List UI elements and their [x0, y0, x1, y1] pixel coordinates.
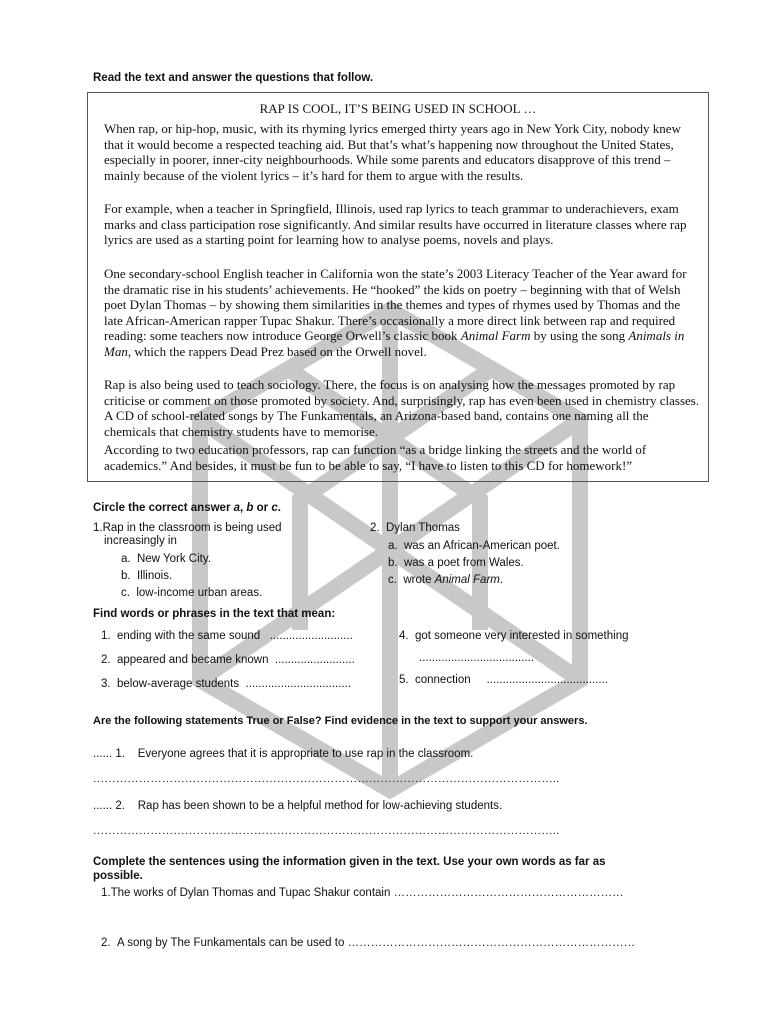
mc-q1-option-a[interactable]: a. New York City. — [121, 553, 211, 565]
book-title: Animal Farm — [460, 328, 531, 344]
mc-q2-option-c[interactable]: c. wrote Animal Farm. — [388, 574, 504, 586]
passage-paragraph-1: When rap, or hip-hop, music, with its rhyming lyrics emerged thirty years ago in New York City, nobody knew that it would become a respected teaching aid. But that’s what’s happening now throughout the United States, especially in poorer, inner-city neighbourhoods. While some parents and educators disapprove of this trend – mainly because of the violent lyrics – it’s hard for them to argue with the results. — [104, 121, 681, 183]
mc-question-1: 1.Rap in the classroom is being used — [93, 522, 282, 534]
answer-blank[interactable]: ………………………………………………………………… — [347, 937, 636, 949]
true-false-instruction: Are the following statements True or False? Find evidence in the text to support your answers. — [93, 715, 588, 727]
mc-q1-option-b[interactable]: b. Illinois. — [121, 570, 173, 582]
answer-blank[interactable]: …………………………………………………… — [393, 887, 624, 899]
find-words-instruction: Find words or phrases in the text that mean: — [93, 608, 336, 620]
find-item-1: 1. ending with the same sound .......................... — [101, 630, 353, 642]
complete-sentence-2: 2. A song by The Funkamentals can be used to ………………………………………………………………… — [101, 937, 636, 949]
tf-answer-blank-2[interactable]: ...... — [93, 800, 113, 812]
mc-question-1-line2: increasingly in — [104, 535, 177, 547]
answer-blank[interactable]: ...................................... — [486, 674, 609, 686]
complete-instruction-line1: Complete the sentences using the information given in the text. Use your own words as far as — [93, 856, 606, 868]
mc-q2-option-a[interactable]: a. was an African-American poet. — [388, 540, 560, 552]
answer-blank[interactable]: ................................. — [245, 678, 351, 690]
find-item-4: 4. got someone very interested in something — [399, 630, 629, 642]
paragraph-3-text-c: , which the rappers Dead Prez based on the Orwell novel. — [127, 343, 427, 359]
tf-statement-2: ...... 2. Rap has been shown to be a helpful method for low-achieving students. — [93, 800, 503, 812]
mc-q1-option-c[interactable]: c. low-income urban areas. — [121, 587, 263, 599]
tf-statement-1: ...... 1. Everyone agrees that it is appropriate to use rap in the classroom. — [93, 748, 474, 760]
passage-paragraph-2: For example, when a teacher in Springfield, Illinois, used rap lyrics to teach grammar to underachievers, exam marks and class participation rose significantly. And similar results have occurred in literature classes where rap lyrics are used as a starting point for learning how to analyse poems, novels and plays. — [104, 201, 687, 248]
passage-paragraph-5: According to two education professors, rap can function “as a bridge linking the streets and the world of academics.” And besides, it must be fun to be able to say, “I have to listen to this CD for homework!” — [104, 442, 647, 473]
paragraph-3-text-b: by using the song — [530, 328, 629, 344]
passage-paragraph-4: Rap is also being used to teach sociology. There, the focus is on analysing how the messages promoted by rap criticise or comment on those promoted by society. And, surprisingly, rap has even been used in chemistry classes. A CD of school-related songs by The Funkamentals, an Arizona-based band, contains one naming all the chemicals that chemistry students have to memorise. — [104, 377, 700, 439]
passage-box — [87, 92, 709, 482]
mc-q2-option-b[interactable]: b. was a poet from Wales. — [388, 557, 524, 569]
paragraph-3-text-a: One secondary-school English teacher in California won the state’s 2003 Literacy Teacher of the Year award for the dramatic rise in his students’ achievements. He “hooked” the kids on poetry – beginning with that of Welsh poet Dylan Thomas – by showing them similarities in the themes and types of rhymes used by Thomas and the late African-American rapper Tupac Shakur. There’s occasionally a more direct link between rap and required reading: some teachers now introduce George Orwell’s classic book — [104, 266, 687, 344]
answer-blank[interactable]: .......................... — [269, 630, 353, 642]
find-item-3: 3. below-average students ................................. — [101, 678, 351, 690]
circle-instruction: Circle the correct answer a, b or c. — [93, 502, 281, 514]
tf-answer-blank-1[interactable]: ...... — [93, 748, 113, 760]
passage-title: RAP IS COOL, IT’S BEING USED IN SCHOOL … — [259, 101, 537, 116]
find-item-5: 5. connection ...................................... — [399, 674, 609, 686]
complete-instruction-line2: possible. — [93, 870, 143, 882]
reading-instruction: Read the text and answer the questions that follow. — [93, 72, 374, 84]
answer-blank[interactable]: ......................... — [274, 654, 355, 666]
find-item-2: 2. appeared and became known ......................... — [101, 654, 355, 666]
complete-sentence-1: 1.The works of Dylan Thomas and Tupac Shakur contain …………………………………………………… — [101, 887, 624, 899]
find-item-4-blank[interactable]: .................................... — [419, 652, 535, 664]
tf-evidence-line-2[interactable]: ………………………………………………………………………………………………………….. — [93, 825, 560, 837]
mc-question-2: 2. Dylan Thomas — [370, 522, 460, 534]
song-title: Animals in Man — [104, 328, 685, 359]
passage-paragraph-3 — [104, 266, 700, 360]
tf-evidence-line-1[interactable]: ………………………………………………………………………………………………………….. — [93, 773, 560, 785]
